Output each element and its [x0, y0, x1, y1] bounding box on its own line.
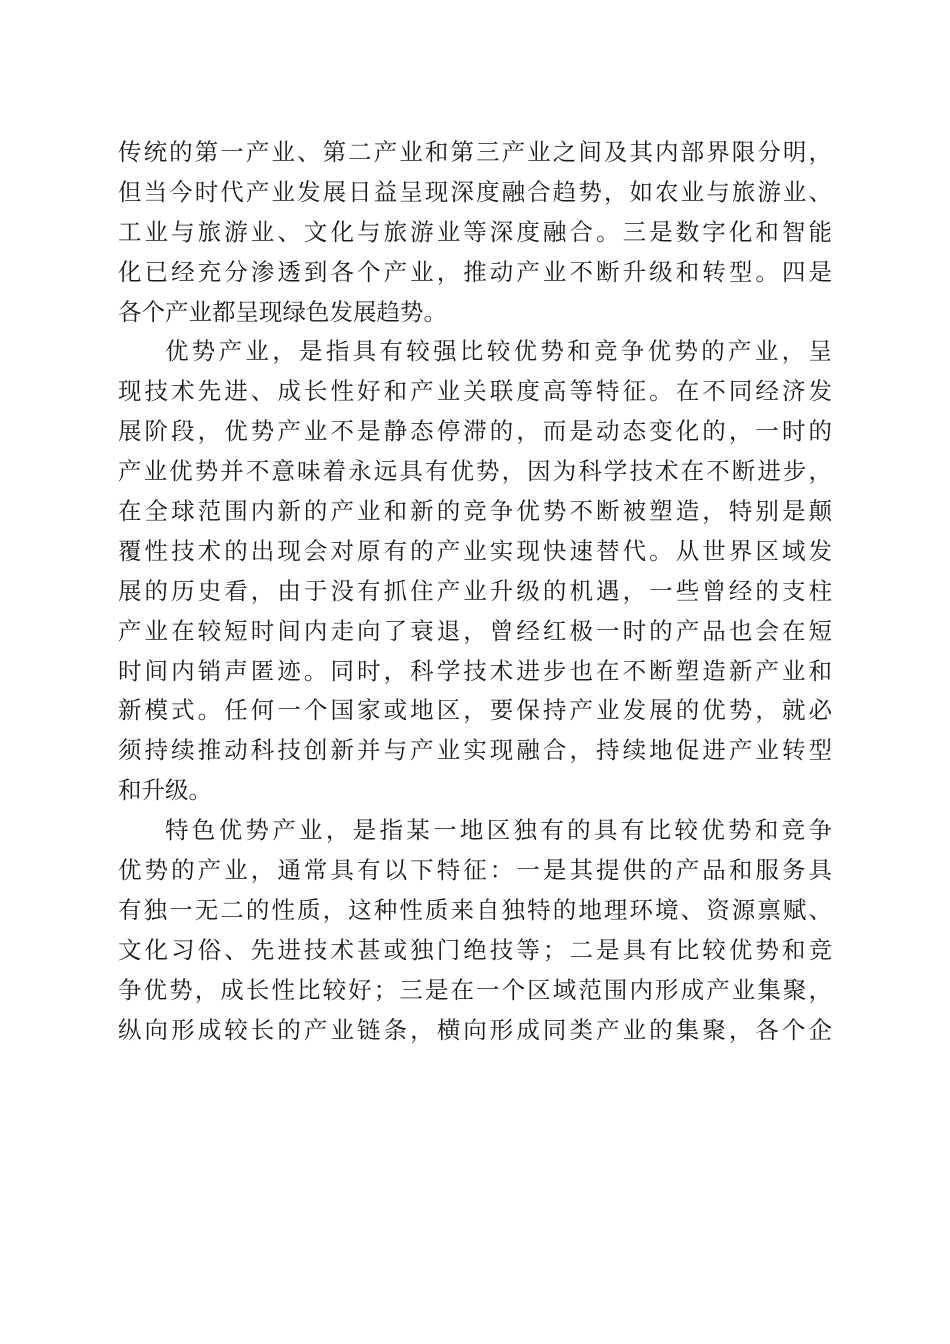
text-line: 产业优势并不意味着永远具有优势，因为科学技术在不断进步， [118, 457, 832, 486]
text-line: 纵向形成较长的产业链条，横向形成同类产业的集聚，各个企 [118, 1015, 832, 1044]
text-line: 产业在较短时间内走向了衰退，曾经红极一时的产品也会在短 [118, 616, 832, 645]
document-body [118, 133, 832, 1050]
text-line: 传统的第一产业、第二产业和第三产业之间及其内部界限分明， [118, 138, 832, 166]
text-line: 展的历史看，由于没有抓住产业升级的机遇，一些曾经的支柱 [118, 576, 832, 605]
text-line: 但当今时代产业发展日益呈现深度融合趋势，如农业与旅游业、 [118, 177, 832, 206]
text-line: 各个产业都呈现绿色发展趋势。 [118, 297, 447, 326]
text-line: 有独一无二的性质，这种性质来自独特的地理环境、资源禀赋、 [118, 895, 832, 924]
text-line: 和升级。 [118, 776, 212, 805]
text-line: 争优势，成长性比较好；三是在一个区域范围内形成产业集聚， [118, 975, 832, 1004]
text-line: 优势的产业，通常具有以下特征：一是其提供的产品和服务具 [118, 856, 832, 885]
paragraph-first-line: 优势产业，是指具有较强比较优势和竞争优势的产业，呈 [165, 337, 832, 366]
text-line: 时间内销声匿迹。同时，科学技术进步也在不断塑造新产业和 [118, 656, 832, 685]
text-line: 化已经充分渗透到各个产业，推动产业不断升级和转型。四是 [118, 257, 832, 286]
text-line: 文化习俗、先进技术甚或独门绝技等；二是具有比较优势和竞 [118, 935, 832, 964]
text-line: 在全球范围内新的产业和新的竞争优势不断被塑造，特别是颠 [118, 497, 832, 526]
text-line: 须持续推动科技创新并与产业实现融合，持续地促进产业转型 [118, 736, 832, 765]
text-line: 覆性技术的出现会对原有的产业实现快速替代。从世界区域发 [118, 536, 832, 565]
text-line: 工业与旅游业、文化与旅游业等深度融合。三是数字化和智能 [118, 217, 832, 246]
paragraph-first-line: 特色优势产业，是指某一地区独有的具有比较优势和竞争 [165, 816, 832, 845]
text-line: 展阶段，优势产业不是静态停滞的，而是动态变化的，一时的 [118, 417, 832, 446]
text-line: 新模式。任何一个国家或地区，要保持产业发展的优势，就必 [118, 696, 832, 725]
text-line: 现技术先进、成长性好和产业关联度高等特征。在不同经济发 [118, 377, 832, 406]
